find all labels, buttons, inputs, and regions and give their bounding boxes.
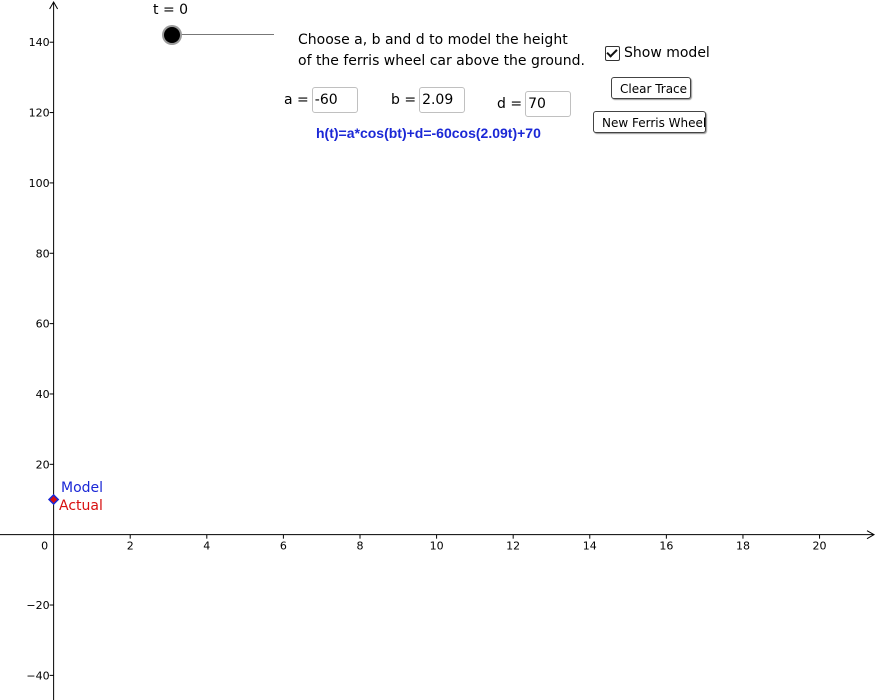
y-tick-label: 60 bbox=[35, 317, 50, 331]
param-b bbox=[391, 87, 465, 113]
param-b-label: b = bbox=[391, 92, 417, 108]
param-d-input[interactable] bbox=[525, 91, 571, 117]
y-tick-label: 20 bbox=[35, 458, 50, 472]
show-model-checkbox[interactable] bbox=[605, 46, 620, 61]
slider-label: t = 0 bbox=[153, 2, 189, 18]
instructions-line-1: Choose a, b and d to model the height bbox=[298, 32, 568, 48]
points bbox=[48, 494, 59, 505]
param-b-input[interactable] bbox=[419, 87, 465, 113]
param-a bbox=[284, 87, 358, 113]
x-tick-label: 16 bbox=[659, 539, 674, 553]
param-a-label: a = bbox=[284, 92, 309, 108]
show-model-label: Show model bbox=[624, 45, 710, 61]
model-point-label: Model bbox=[61, 480, 104, 496]
x-tick-label: 0 bbox=[41, 539, 49, 553]
instructions-line-2: of the ferris wheel car above the ground. bbox=[298, 53, 585, 69]
instructions bbox=[298, 30, 585, 72]
x-tick-label: 2 bbox=[126, 539, 134, 553]
clear-trace-button[interactable]: Clear Trace bbox=[611, 77, 691, 99]
y-tick-label: 80 bbox=[35, 247, 50, 261]
x-tick-label: 12 bbox=[506, 539, 521, 553]
x-tick-label: 6 bbox=[279, 539, 287, 553]
t-slider-track[interactable] bbox=[172, 34, 274, 35]
param-d bbox=[497, 91, 571, 117]
y-tick-label: −20 bbox=[26, 599, 50, 613]
param-a-input[interactable] bbox=[312, 87, 358, 113]
x-tick-label: 4 bbox=[203, 539, 211, 553]
t-slider-handle[interactable] bbox=[164, 27, 180, 43]
param-d-label: d = bbox=[497, 96, 523, 112]
y-tick-label: 100 bbox=[28, 176, 50, 190]
y-tick-label: 120 bbox=[28, 106, 50, 120]
show-model-toggle[interactable] bbox=[605, 45, 710, 61]
model-formula: h(t)=a*cos(bt)+d=-60cos(2.09t)+70 bbox=[316, 125, 541, 141]
x-tick-label: 20 bbox=[812, 539, 827, 553]
x-tick-label: 10 bbox=[429, 539, 444, 553]
x-tick-label: 14 bbox=[582, 539, 597, 553]
y-tick-label: −40 bbox=[26, 669, 50, 683]
y-tick-label: 40 bbox=[35, 387, 50, 401]
x-tick-label: 8 bbox=[356, 539, 364, 553]
actual-point-label: Actual bbox=[59, 498, 103, 514]
y-tick-label: 140 bbox=[28, 36, 50, 50]
x-tick-label: 18 bbox=[735, 539, 750, 553]
new-ferris-wheel-button[interactable]: New Ferris Wheel bbox=[593, 111, 706, 133]
